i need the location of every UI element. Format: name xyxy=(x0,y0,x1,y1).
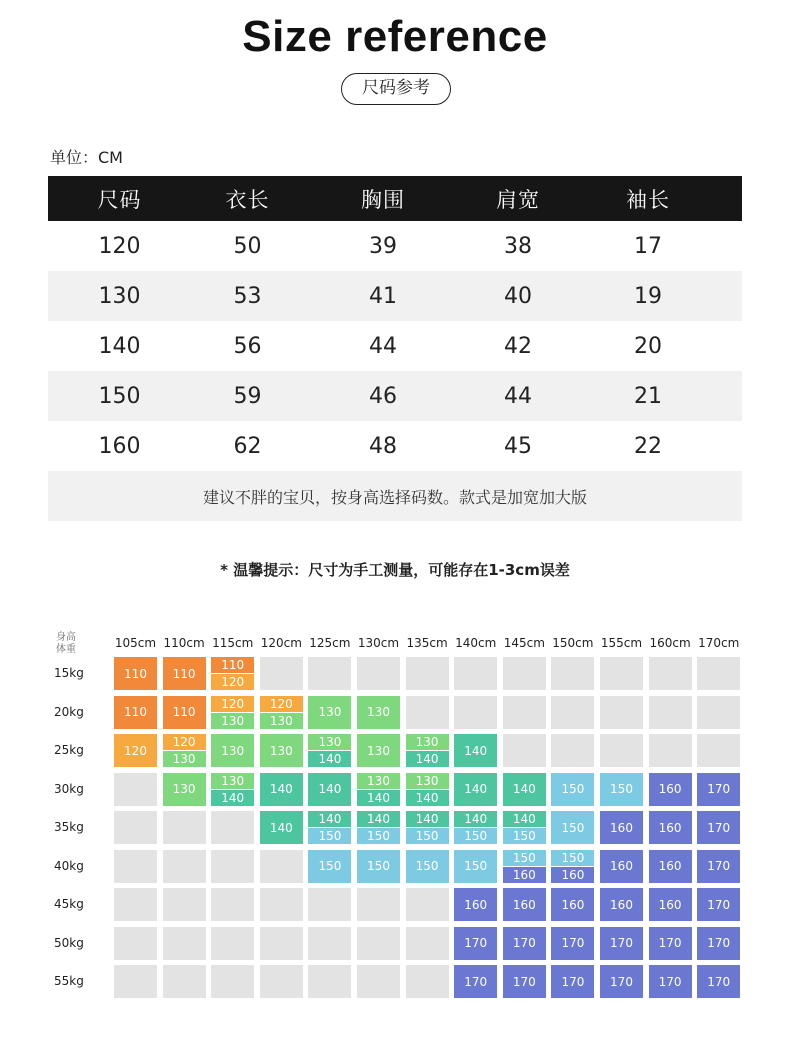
table-cell: 38 xyxy=(504,233,532,259)
grid-cell xyxy=(551,811,594,844)
grid-cell-size: 140 xyxy=(260,773,303,806)
grid-cell-size: 160 xyxy=(600,850,643,883)
column-header: 袖长 xyxy=(626,187,670,212)
table-cell: 50 xyxy=(233,233,262,259)
grid-cell xyxy=(454,773,497,806)
grid-cell xyxy=(308,811,351,844)
grid-cell xyxy=(600,734,643,767)
grid-cell xyxy=(357,965,400,998)
grid-cell xyxy=(454,734,497,767)
grid-cell xyxy=(260,657,303,690)
grid-cell-size: 130 xyxy=(308,696,351,729)
grid-cell xyxy=(260,888,303,921)
grid-cell xyxy=(551,927,594,960)
grid-cell-size: 170 xyxy=(649,965,692,998)
grid-cell xyxy=(503,696,546,729)
table-note: 建议不胖的宝贝，按身高选择码数。款式是加宽加大版 xyxy=(48,471,742,521)
grid-cell xyxy=(454,888,497,921)
grid-cell-size: 160 xyxy=(551,867,594,883)
grid-cell-size: 130 xyxy=(163,773,206,806)
grid-cell xyxy=(260,850,303,883)
grid-cell xyxy=(357,773,400,806)
size-table xyxy=(48,176,742,521)
grid-cell xyxy=(406,888,449,921)
grid-cell xyxy=(503,888,546,921)
grid-cell xyxy=(308,965,351,998)
grid-column-header: 115cm xyxy=(212,636,254,650)
grid-column-header: 130cm xyxy=(357,636,400,650)
grid-cell-size: 160 xyxy=(551,888,594,921)
grid-cell-size: 120 xyxy=(163,734,206,750)
grid-cell-size: 170 xyxy=(697,927,740,960)
table-cell: 39 xyxy=(369,233,397,259)
grid-cell xyxy=(600,888,643,921)
grid-cell-size: 170 xyxy=(649,927,692,960)
grid-cell xyxy=(600,811,643,844)
grid-column-header: 110cm xyxy=(163,636,205,650)
grid-cell xyxy=(454,965,497,998)
grid-cell-size: 140 xyxy=(308,811,351,827)
grid-cell xyxy=(357,850,400,883)
grid-cell-size: 170 xyxy=(551,927,594,960)
grid-cell-size: 140 xyxy=(357,811,400,827)
grid-cell xyxy=(649,696,692,729)
grid-cell xyxy=(600,927,643,960)
grid-cell xyxy=(697,927,740,960)
grid-cell-size: 110 xyxy=(163,696,206,729)
grid-row-header: 55kg xyxy=(54,974,84,988)
grid-cell-size: 130 xyxy=(211,734,254,767)
subtitle-badge: 尺码参考 xyxy=(341,73,451,105)
table-cell: 17 xyxy=(634,233,662,259)
grid-row-header: 15kg xyxy=(54,666,84,680)
grid-cell xyxy=(406,657,449,690)
grid-cell xyxy=(551,850,594,883)
grid-column-header: 135cm xyxy=(406,636,448,650)
measurement-tip: * 温馨提示：尺寸为手工测量，可能存在1-3cm误差 xyxy=(220,561,570,579)
grid-column-header: 145cm xyxy=(503,636,545,650)
grid-cell xyxy=(308,734,351,767)
grid-cell xyxy=(163,773,206,806)
grid-row-header: 35kg xyxy=(54,820,84,834)
grid-cell-size: 150 xyxy=(308,828,351,844)
grid-cell xyxy=(406,850,449,883)
grid-cell-size: 110 xyxy=(114,696,157,729)
grid-cell xyxy=(697,734,740,767)
grid-cell-size: 130 xyxy=(357,696,400,729)
grid-cell xyxy=(503,850,546,883)
grid-cell xyxy=(114,657,157,690)
table-row xyxy=(48,271,742,321)
grid-cell xyxy=(114,927,157,960)
grid-cell xyxy=(308,657,351,690)
grid-cell xyxy=(211,965,254,998)
grid-cell xyxy=(406,773,449,806)
grid-cell xyxy=(649,888,692,921)
grid-cell-size: 170 xyxy=(454,965,497,998)
grid-cell xyxy=(551,965,594,998)
corner-weight-label: 体重 xyxy=(56,644,76,655)
grid-cell xyxy=(649,811,692,844)
column-header: 尺码 xyxy=(97,187,142,212)
grid-cell-size: 150 xyxy=(551,811,594,844)
grid-cell xyxy=(260,773,303,806)
grid-cell-size: 140 xyxy=(454,734,497,767)
grid-cell-size: 150 xyxy=(600,773,643,806)
grid-cell-size: 160 xyxy=(503,867,546,883)
grid-cell xyxy=(357,696,400,729)
grid-cell xyxy=(163,927,206,960)
grid-cell-size: 170 xyxy=(697,965,740,998)
grid-cell-size: 140 xyxy=(503,811,546,827)
grid-cell xyxy=(260,811,303,844)
grid-cell-size: 140 xyxy=(454,773,497,806)
grid-row-header: 40kg xyxy=(54,858,84,873)
grid-cell-size: 140 xyxy=(308,751,351,767)
grid-cell xyxy=(211,734,254,767)
grid-cell-size: 120 xyxy=(211,674,254,690)
grid-cell xyxy=(211,811,254,844)
grid-cell xyxy=(163,734,206,767)
grid-cell xyxy=(551,734,594,767)
grid-cell-size: 150 xyxy=(454,850,497,883)
grid-cell-size: 170 xyxy=(454,927,497,960)
grid-cell xyxy=(211,657,254,690)
grid-cell-size: 130 xyxy=(260,713,303,729)
grid-cell xyxy=(211,773,254,806)
grid-cell xyxy=(649,850,692,883)
page-title: Size reference xyxy=(242,12,548,61)
grid-column-header: 170cm xyxy=(698,636,740,650)
table-cell: 150 xyxy=(98,383,141,409)
grid-cell xyxy=(406,965,449,998)
grid-cell xyxy=(503,927,546,960)
grid-cell-size: 130 xyxy=(406,773,449,789)
grid-cell xyxy=(600,696,643,729)
grid-cell xyxy=(163,965,206,998)
grid-row-header: 50kg xyxy=(54,935,84,950)
grid-cell-size: 150 xyxy=(406,850,449,883)
grid-cell xyxy=(357,927,400,960)
grid-cell xyxy=(308,927,351,960)
unit-label: 单位：CM xyxy=(50,148,123,167)
table-cell: 62 xyxy=(233,433,262,459)
grid-cell-size: 130 xyxy=(211,713,254,729)
grid-column-header: 140cm xyxy=(455,636,497,650)
grid-cell-size: 170 xyxy=(503,927,546,960)
grid-cell xyxy=(114,888,157,921)
grid-cell xyxy=(357,657,400,690)
grid-cell xyxy=(357,811,400,844)
grid-cell xyxy=(649,965,692,998)
grid-cell xyxy=(503,773,546,806)
grid-cell xyxy=(503,811,546,844)
grid-cell xyxy=(114,850,157,883)
grid-cell-size: 160 xyxy=(600,811,643,844)
table-cell: 48 xyxy=(369,433,397,459)
grid-column-header: 120cm xyxy=(260,636,302,650)
table-cell: 22 xyxy=(634,433,662,459)
table-cell: 160 xyxy=(98,433,141,459)
column-header: 肩宽 xyxy=(496,187,540,212)
table-cell: 20 xyxy=(634,333,662,359)
grid-cell xyxy=(260,734,303,767)
table-cell: 19 xyxy=(634,283,662,309)
grid-cell xyxy=(454,850,497,883)
table-row xyxy=(48,421,742,471)
corner-height-label: 身高 xyxy=(56,632,76,643)
grid-cell-size: 130 xyxy=(308,734,351,750)
grid-cell xyxy=(357,734,400,767)
grid-cell xyxy=(697,811,740,844)
grid-cell xyxy=(649,734,692,767)
grid-cell xyxy=(503,734,546,767)
grid-cell xyxy=(600,773,643,806)
grid-cell-size: 160 xyxy=(649,850,692,883)
grid-cell-size: 150 xyxy=(357,828,400,844)
grid-cell-size: 110 xyxy=(163,657,206,690)
grid-cell xyxy=(697,657,740,690)
grid-cell-size: 120 xyxy=(211,696,254,712)
table-cell: 46 xyxy=(369,383,397,409)
table-cell: 40 xyxy=(504,283,532,309)
grid-cell-size: 170 xyxy=(697,850,740,883)
table-cell: 44 xyxy=(369,333,397,359)
table-cell: 56 xyxy=(233,333,262,359)
table-row xyxy=(48,371,742,421)
grid-cell xyxy=(114,734,157,767)
grid-row-header: 25kg xyxy=(54,743,84,757)
grid-cell-size: 130 xyxy=(163,751,206,767)
column-header: 胸围 xyxy=(361,187,405,212)
table-cell: 44 xyxy=(504,383,532,409)
grid-cell-size: 110 xyxy=(114,657,157,690)
grid-cell xyxy=(600,850,643,883)
grid-row-header: 20kg xyxy=(54,704,84,719)
grid-cell xyxy=(308,773,351,806)
grid-cell xyxy=(649,927,692,960)
table-cell: 59 xyxy=(233,383,262,409)
grid-cell-size: 150 xyxy=(454,828,497,844)
grid-cell-size: 140 xyxy=(357,790,400,806)
grid-cell xyxy=(114,773,157,806)
grid-cell xyxy=(649,657,692,690)
grid-cell xyxy=(163,850,206,883)
size-table-header xyxy=(48,176,742,221)
grid-cell xyxy=(308,850,351,883)
table-cell: 130 xyxy=(98,283,141,309)
grid-column-header: 160cm xyxy=(649,636,691,650)
grid-cell-size: 170 xyxy=(697,888,740,921)
grid-cell xyxy=(697,965,740,998)
grid-cell-size: 130 xyxy=(357,734,400,767)
grid-cell-size: 170 xyxy=(697,773,740,806)
grid-column-header: 125cm xyxy=(309,636,351,650)
grid-cell xyxy=(697,850,740,883)
grid-cell-size: 140 xyxy=(406,790,449,806)
grid-cell xyxy=(163,811,206,844)
height-weight-size-grid xyxy=(0,620,790,1010)
grid-cell-size: 160 xyxy=(649,888,692,921)
grid-cell-size: 140 xyxy=(260,811,303,844)
grid-cell xyxy=(114,696,157,729)
grid-cell xyxy=(357,888,400,921)
grid-cell xyxy=(260,965,303,998)
grid-cell-size: 150 xyxy=(551,773,594,806)
table-cell: 120 xyxy=(98,233,141,259)
grid-cell-size: 140 xyxy=(454,811,497,827)
grid-cell-size: 130 xyxy=(357,773,400,789)
grid-cell-size: 150 xyxy=(357,850,400,883)
grid-cell xyxy=(163,657,206,690)
grid-row-header: 45kg xyxy=(54,897,84,911)
grid-cell xyxy=(260,696,303,729)
grid-cell-size: 160 xyxy=(503,888,546,921)
grid-cell xyxy=(406,927,449,960)
grid-cell-size: 150 xyxy=(551,850,594,866)
grid-cell-size: 140 xyxy=(211,790,254,806)
table-row xyxy=(48,321,742,371)
grid-cell xyxy=(551,696,594,729)
grid-row-header: 30kg xyxy=(54,781,84,796)
grid-cell-size: 130 xyxy=(260,734,303,767)
grid-cell-size: 120 xyxy=(260,696,303,712)
grid-cell xyxy=(551,657,594,690)
grid-cell xyxy=(697,696,740,729)
grid-cell xyxy=(406,811,449,844)
table-cell: 41 xyxy=(369,283,397,309)
grid-cell-size: 130 xyxy=(211,773,254,789)
grid-cell xyxy=(649,773,692,806)
grid-cell xyxy=(406,734,449,767)
table-cell: 53 xyxy=(233,283,262,309)
grid-cell xyxy=(308,888,351,921)
grid-cell xyxy=(697,888,740,921)
grid-cell-size: 140 xyxy=(406,751,449,767)
grid-cell xyxy=(308,696,351,729)
grid-cell xyxy=(211,850,254,883)
grid-cell-size: 140 xyxy=(308,773,351,806)
grid-cell xyxy=(551,773,594,806)
grid-cell xyxy=(600,965,643,998)
grid-cell xyxy=(454,927,497,960)
grid-corner-label xyxy=(56,632,76,656)
table-cell: 21 xyxy=(634,383,662,409)
table-cell: 42 xyxy=(504,333,532,359)
grid-cell-size: 140 xyxy=(503,773,546,806)
grid-cell xyxy=(406,696,449,729)
grid-cell xyxy=(551,888,594,921)
grid-cell xyxy=(260,927,303,960)
grid-cell xyxy=(163,888,206,921)
grid-cell xyxy=(163,696,206,729)
grid-cell-size: 120 xyxy=(114,734,157,767)
grid-cell-size: 130 xyxy=(406,734,449,750)
grid-cell-size: 150 xyxy=(503,850,546,866)
grid-column-header: 105cm xyxy=(114,636,157,650)
grid-cell xyxy=(503,965,546,998)
grid-cell-size: 150 xyxy=(503,828,546,844)
grid-cell-size: 170 xyxy=(551,965,594,998)
grid-cell xyxy=(211,696,254,729)
grid-column-header: 155cm xyxy=(600,636,643,650)
grid-cell-size: 170 xyxy=(600,965,643,998)
grid-cell-size: 170 xyxy=(600,927,643,960)
table-cell: 45 xyxy=(504,433,532,459)
grid-cell xyxy=(503,657,546,690)
table-cell: 140 xyxy=(98,333,141,359)
grid-cell-size: 160 xyxy=(649,773,692,806)
grid-cell-size: 160 xyxy=(454,888,497,921)
grid-cell-size: 160 xyxy=(600,888,643,921)
grid-cell xyxy=(114,811,157,844)
grid-cell-size: 160 xyxy=(649,811,692,844)
grid-cell xyxy=(454,657,497,690)
grid-cell xyxy=(211,888,254,921)
grid-cell xyxy=(211,927,254,960)
grid-column-header: 150cm xyxy=(552,636,594,650)
grid-cell xyxy=(600,657,643,690)
grid-cell-size: 140 xyxy=(406,811,449,827)
column-header: 衣长 xyxy=(225,187,270,212)
grid-cell-size: 110 xyxy=(211,657,254,673)
grid-cell-size: 150 xyxy=(406,828,449,844)
grid-cell-size: 170 xyxy=(503,965,546,998)
grid-cell-size: 170 xyxy=(697,811,740,844)
grid-cell xyxy=(454,811,497,844)
grid-cell xyxy=(114,965,157,998)
grid-cell-size: 150 xyxy=(308,850,351,883)
table-row xyxy=(48,221,742,271)
grid-cell xyxy=(454,696,497,729)
grid-cell xyxy=(697,773,740,806)
